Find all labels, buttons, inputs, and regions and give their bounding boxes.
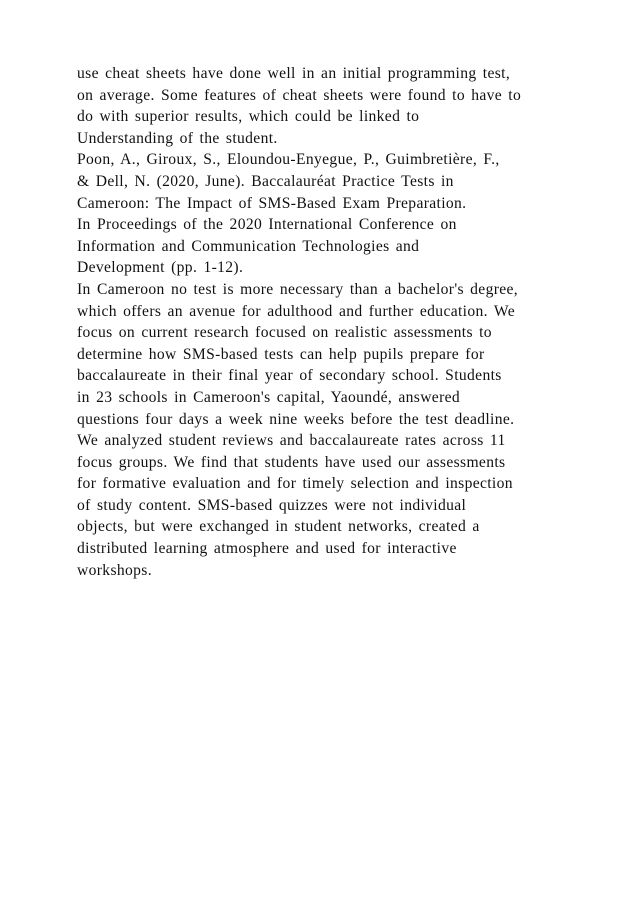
abstract-line: focus on current research focused on realistic assessments to [77,324,492,342]
abstract-line: focus groups. We find that students have used our assessments [77,453,506,471]
abstract-line: We analyzed student reviews and baccalaureate rates across 11 [77,432,506,450]
abstract-line: determine how SMS-based tests can help pupils prepare for [77,345,485,363]
abstract-line: distributed learning atmosphere and used for interactive [77,540,457,558]
abstract-line: baccalaureate in their final year of secondary school. Students [77,367,502,385]
citation-line: Poon, A., Giroux, S., Eloundou-Enyegue, P., Guimbretière, F., [77,151,500,169]
abstract-line: in 23 schools in Cameroon's capital, Yaoundé, answered [77,388,461,406]
text-line: on average. Some features of cheat sheets were found to have to [77,86,522,104]
abstract-line: objects, but were exchanged in student networks, created a [77,518,480,536]
text-line: do with superior results, which could be linked to [77,108,420,126]
citation-line: In Proceedings of the 2020 International Conference on [77,216,457,234]
citation-line: & Dell, N. (2020, June). Baccalauréat Practice Tests in [77,172,454,190]
body-text [77,63,567,581]
abstract-line: In Cameroon no test is more necessary than a bachelor's degree, [77,280,519,298]
abstract-line: workshops. [77,561,152,579]
abstract-line: of study content. SMS-based quizzes were not individual [77,496,467,514]
citation-line: Cameroon: The Impact of SMS-Based Exam Preparation. [77,194,467,212]
citation-line: Development (pp. 1-12). [77,259,244,277]
text-line: Understanding of the student. [77,129,278,147]
abstract-line: questions four days a week nine weeks before the test deadline. [77,410,515,428]
abstract-line: which offers an avenue for adulthood and further education. We [77,302,515,320]
text-line: use cheat sheets have done well in an initial programming test, [77,65,511,82]
citation-line: Information and Communication Technologies and [77,237,420,255]
abstract-line: for formative evaluation and for timely selection and inspection [77,475,513,493]
